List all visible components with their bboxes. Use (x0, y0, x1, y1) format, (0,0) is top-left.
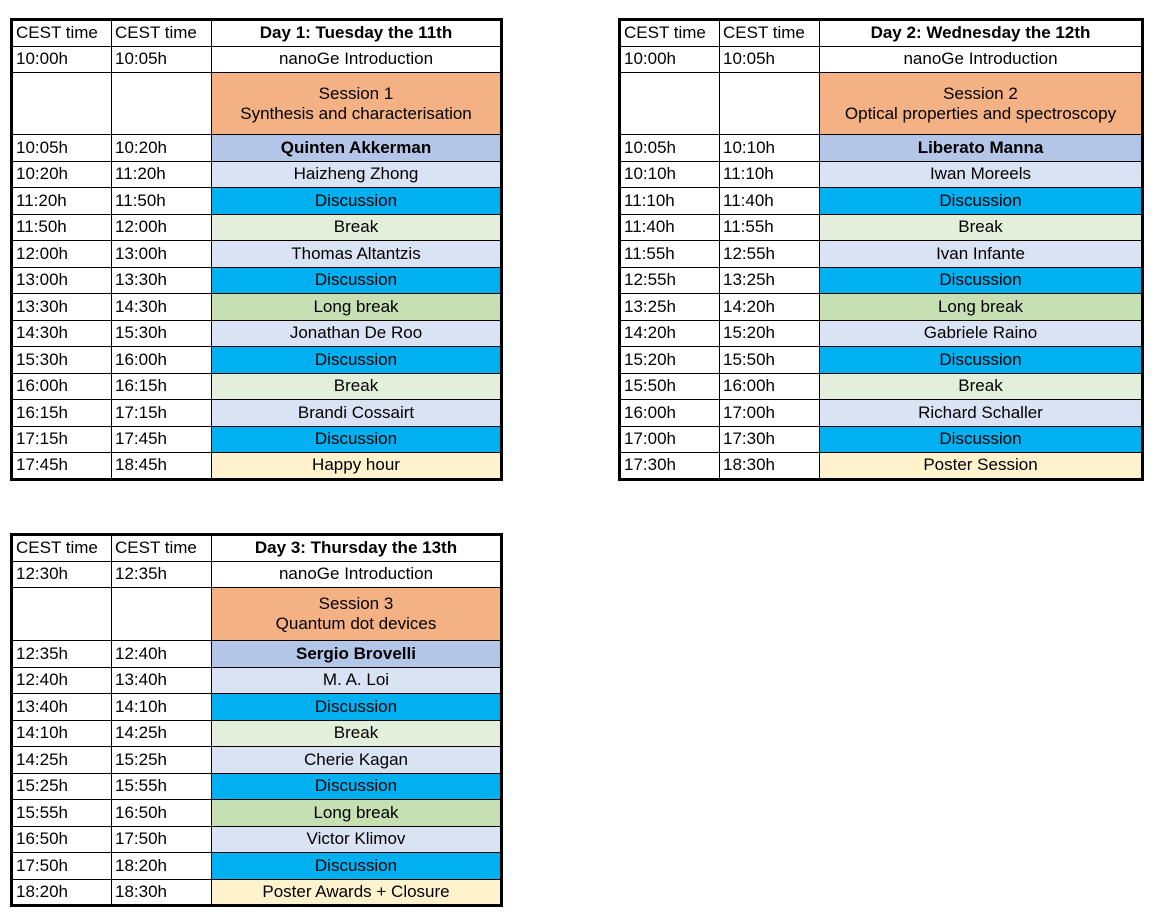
end-time-cell: 17:50h (112, 826, 212, 853)
end-time-cell: 16:00h (720, 373, 820, 400)
session-title-cell: Session 2 Optical properties and spectroscopy (820, 73, 1143, 135)
chair-event-cell: Liberato Manna (820, 135, 1143, 162)
start-time-cell (620, 73, 720, 135)
start-time-cell: 11:40h (620, 214, 720, 241)
end-time-cell: 14:25h (112, 720, 212, 747)
end-time-cell: 17:45h (112, 426, 212, 453)
table-row (12, 773, 502, 800)
social-event-cell: Happy hour (212, 453, 502, 480)
table-row (12, 46, 502, 73)
talk-event-cell: Richard Schaller (820, 400, 1143, 427)
table-row (620, 161, 1143, 188)
table-row (12, 294, 502, 321)
header-row (12, 535, 502, 562)
talk-event-cell: Jonathan De Roo (212, 320, 502, 347)
end-time-header: CEST time (720, 20, 820, 47)
discussion-event-cell: Discussion (212, 694, 502, 721)
end-time-header: CEST time (112, 20, 212, 47)
start-time-cell: 14:25h (12, 747, 112, 774)
session-title-cell: Session 1 Synthesis and characterisation (212, 73, 502, 135)
table-row (12, 694, 502, 721)
end-time-cell: 14:30h (112, 294, 212, 321)
table-row (620, 294, 1143, 321)
table-row (12, 188, 502, 215)
start-time-cell: 10:10h (620, 161, 720, 188)
end-time-cell: 15:20h (720, 320, 820, 347)
table-row (620, 400, 1143, 427)
talk-event-cell: Victor Klimov (212, 826, 502, 853)
session-row (12, 73, 502, 135)
long-break-event-cell: Long break (212, 294, 502, 321)
break-event-cell: Break (212, 214, 502, 241)
start-time-cell: 11:50h (12, 214, 112, 241)
table-row (620, 453, 1143, 480)
table-row (12, 161, 502, 188)
end-time-cell: 17:00h (720, 400, 820, 427)
discussion-event-cell: Discussion (212, 347, 502, 374)
table-row (12, 267, 502, 294)
table-row (12, 214, 502, 241)
start-time-cell: 15:50h (620, 373, 720, 400)
white-event-cell: nanoGe Introduction (212, 561, 502, 588)
end-time-cell: 15:30h (112, 320, 212, 347)
discussion-event-cell: Discussion (820, 347, 1143, 374)
end-time-cell: 11:20h (112, 161, 212, 188)
talk-event-cell: Iwan Moreels (820, 161, 1143, 188)
chair-event-cell: Sergio Brovelli (212, 641, 502, 668)
table-row (620, 188, 1143, 215)
start-time-cell (12, 588, 112, 641)
start-time-cell: 13:00h (12, 267, 112, 294)
start-time-cell: 15:30h (12, 347, 112, 374)
table-row (12, 826, 502, 853)
start-time-cell: 16:00h (620, 400, 720, 427)
day1-schedule-table (10, 18, 503, 481)
start-time-cell (12, 73, 112, 135)
end-time-cell: 12:55h (720, 241, 820, 268)
start-time-cell: 17:50h (12, 853, 112, 880)
table-row (620, 320, 1143, 347)
start-time-cell: 15:55h (12, 800, 112, 827)
table-row (12, 561, 502, 588)
table-row (620, 426, 1143, 453)
start-time-cell: 14:20h (620, 320, 720, 347)
start-time-cell: 12:30h (12, 561, 112, 588)
header-row (12, 20, 502, 47)
start-time-header: CEST time (12, 535, 112, 562)
end-time-cell: 11:40h (720, 188, 820, 215)
talk-event-cell: Brandi Cossairt (212, 400, 502, 427)
end-time-cell: 18:45h (112, 453, 212, 480)
start-time-header: CEST time (12, 20, 112, 47)
end-time-cell: 11:55h (720, 214, 820, 241)
start-time-cell: 10:20h (12, 161, 112, 188)
break-event-cell: Break (212, 373, 502, 400)
start-time-cell: 18:20h (12, 879, 112, 906)
white-event-cell: nanoGe Introduction (820, 46, 1143, 73)
end-time-cell: 14:20h (720, 294, 820, 321)
start-time-cell: 14:10h (12, 720, 112, 747)
end-time-cell: 13:30h (112, 267, 212, 294)
start-time-cell: 10:05h (620, 135, 720, 162)
end-time-cell: 13:25h (720, 267, 820, 294)
end-time-cell: 12:00h (112, 214, 212, 241)
talk-event-cell: Thomas Altantzis (212, 241, 502, 268)
table-row (620, 135, 1143, 162)
end-time-cell: 15:25h (112, 747, 212, 774)
talk-event-cell: Ivan Infante (820, 241, 1143, 268)
end-time-cell (112, 588, 212, 641)
table-row (12, 426, 502, 453)
table-row (620, 214, 1143, 241)
table-row (12, 879, 502, 906)
start-time-cell: 10:00h (620, 46, 720, 73)
table-row (12, 800, 502, 827)
end-time-cell: 12:40h (112, 641, 212, 668)
table-row (12, 720, 502, 747)
end-time-cell: 18:30h (112, 879, 212, 906)
start-time-cell: 11:20h (12, 188, 112, 215)
end-time-cell: 16:15h (112, 373, 212, 400)
day-title: Day 3: Thursday the 13th (212, 535, 502, 562)
start-time-cell: 15:25h (12, 773, 112, 800)
end-time-cell: 17:30h (720, 426, 820, 453)
start-time-cell: 17:45h (12, 453, 112, 480)
discussion-event-cell: Discussion (212, 426, 502, 453)
table-row (12, 320, 502, 347)
start-time-header: CEST time (620, 20, 720, 47)
day2-schedule-table (618, 18, 1144, 481)
start-time-cell: 12:55h (620, 267, 720, 294)
white-event-cell: nanoGe Introduction (212, 46, 502, 73)
table-row (12, 135, 502, 162)
end-time-cell: 12:35h (112, 561, 212, 588)
table-row (620, 347, 1143, 374)
start-time-cell: 15:20h (620, 347, 720, 374)
long-break-event-cell: Long break (820, 294, 1143, 321)
end-time-cell: 11:50h (112, 188, 212, 215)
session-row (620, 73, 1143, 135)
start-time-cell: 16:15h (12, 400, 112, 427)
start-time-cell: 10:00h (12, 46, 112, 73)
table-row (620, 373, 1143, 400)
talk-event-cell: Gabriele Raino (820, 320, 1143, 347)
chair-event-cell: Quinten Akkerman (212, 135, 502, 162)
end-time-cell: 18:20h (112, 853, 212, 880)
start-time-cell: 12:35h (12, 641, 112, 668)
discussion-event-cell: Discussion (212, 853, 502, 880)
end-time-cell: 17:15h (112, 400, 212, 427)
start-time-cell: 12:40h (12, 667, 112, 694)
start-time-cell: 14:30h (12, 320, 112, 347)
start-time-cell: 17:15h (12, 426, 112, 453)
discussion-event-cell: Discussion (212, 188, 502, 215)
social-event-cell: Poster Awards + Closure (212, 879, 502, 906)
start-time-cell: 11:10h (620, 188, 720, 215)
discussion-event-cell: Discussion (820, 267, 1143, 294)
table-row (12, 453, 502, 480)
discussion-event-cell: Discussion (820, 426, 1143, 453)
discussion-event-cell: Discussion (212, 773, 502, 800)
talk-event-cell: M. A. Loi (212, 667, 502, 694)
social-event-cell: Poster Session (820, 453, 1143, 480)
end-time-cell: 15:55h (112, 773, 212, 800)
end-time-cell: 13:00h (112, 241, 212, 268)
table-row (12, 641, 502, 668)
talk-event-cell: Cherie Kagan (212, 747, 502, 774)
table-row (620, 46, 1143, 73)
table-row (620, 267, 1143, 294)
day-title: Day 1: Tuesday the 11th (212, 20, 502, 47)
break-event-cell: Break (212, 720, 502, 747)
end-time-cell: 10:05h (112, 46, 212, 73)
start-time-cell: 17:30h (620, 453, 720, 480)
long-break-event-cell: Long break (212, 800, 502, 827)
end-time-cell: 10:05h (720, 46, 820, 73)
start-time-cell: 13:25h (620, 294, 720, 321)
end-time-cell: 15:50h (720, 347, 820, 374)
end-time-cell: 14:10h (112, 694, 212, 721)
end-time-cell (720, 73, 820, 135)
table-row (12, 347, 502, 374)
start-time-cell: 10:05h (12, 135, 112, 162)
table-row (12, 400, 502, 427)
start-time-cell: 17:00h (620, 426, 720, 453)
table-row (12, 747, 502, 774)
start-time-cell: 13:40h (12, 694, 112, 721)
start-time-cell: 16:00h (12, 373, 112, 400)
end-time-cell: 13:40h (112, 667, 212, 694)
table-row (12, 667, 502, 694)
end-time-cell: 16:00h (112, 347, 212, 374)
start-time-cell: 16:50h (12, 826, 112, 853)
session-row (12, 588, 502, 641)
end-time-cell: 16:50h (112, 800, 212, 827)
break-event-cell: Break (820, 214, 1143, 241)
header-row (620, 20, 1143, 47)
table-row (12, 853, 502, 880)
end-time-cell: 11:10h (720, 161, 820, 188)
start-time-cell: 11:55h (620, 241, 720, 268)
table-row (620, 241, 1143, 268)
day-title: Day 2: Wednesday the 12th (820, 20, 1143, 47)
end-time-cell: 10:20h (112, 135, 212, 162)
session-title-cell: Session 3 Quantum dot devices (212, 588, 502, 641)
end-time-cell: 10:10h (720, 135, 820, 162)
discussion-event-cell: Discussion (820, 188, 1143, 215)
end-time-header: CEST time (112, 535, 212, 562)
end-time-cell (112, 73, 212, 135)
talk-event-cell: Haizheng Zhong (212, 161, 502, 188)
break-event-cell: Break (820, 373, 1143, 400)
table-row (12, 241, 502, 268)
start-time-cell: 12:00h (12, 241, 112, 268)
discussion-event-cell: Discussion (212, 267, 502, 294)
end-time-cell: 18:30h (720, 453, 820, 480)
day3-schedule-table (10, 533, 503, 907)
start-time-cell: 13:30h (12, 294, 112, 321)
table-row (12, 373, 502, 400)
